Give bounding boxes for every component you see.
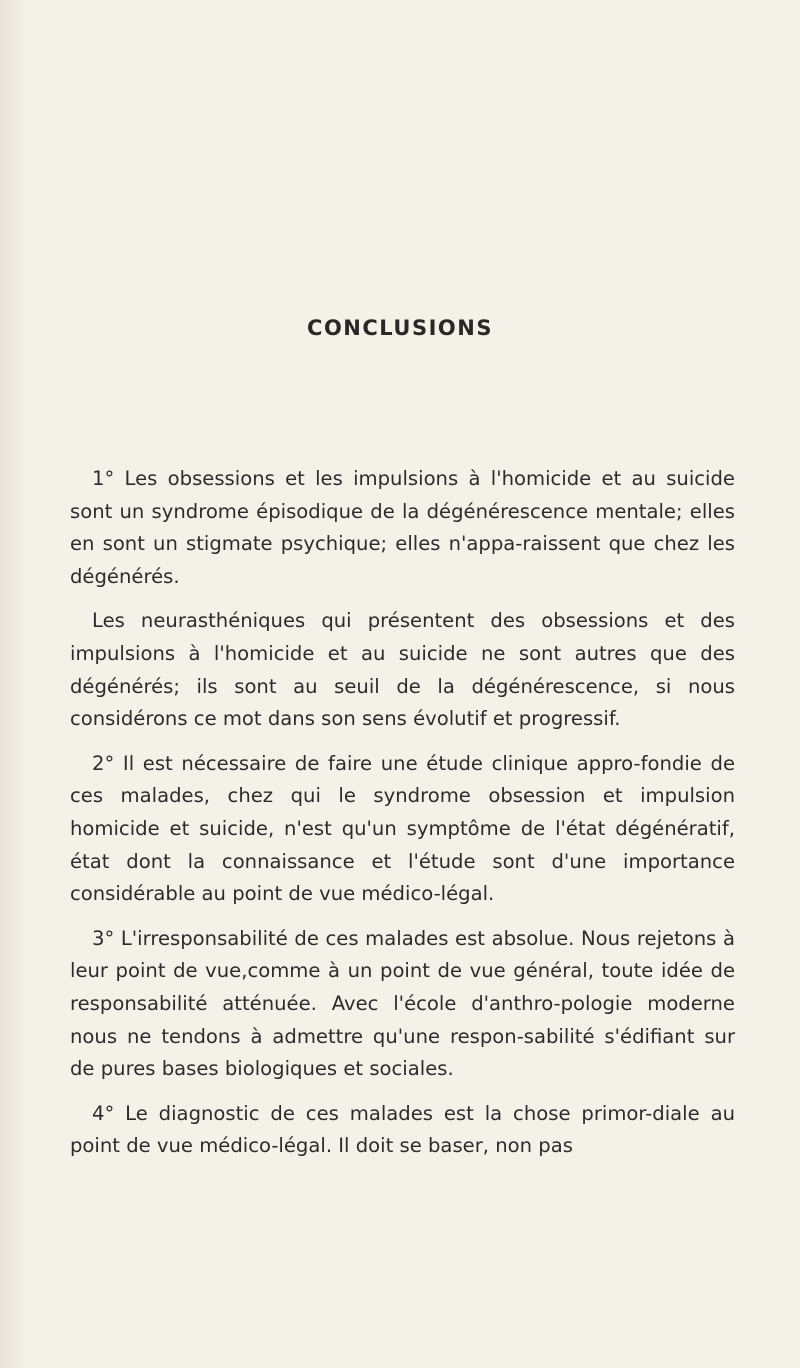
paragraph-conclusion-2: 2° Il est nécessaire de faire une étude clinique appro-fondie de ces malades, chez qui le syndrome obsession et impulsion homicide et suicide, n'est qu'un symptôme de l'état dégénératif, état dont la connaissance et l'étude sont d'une importance considérable au point de vue médico-légal. bbox=[70, 751, 735, 906]
paragraph-conclusion-1: 1° Les obsessions et les impulsions à l'homicide et au suicide sont un syndrome épisodique de la dégénérescence mentale; elles en sont un stigmate psychique; elles n'appa-raissent que chez les dégénérés. bbox=[70, 467, 735, 588]
page-edge-shadow bbox=[0, 0, 26, 1368]
paragraph-conclusion-4: 4° Le diagnostic de ces malades est la chose primor-diale au point de vue médico-légal. Il doit se baser, non pas bbox=[70, 1101, 735, 1158]
section-heading: CONCLUSIONS bbox=[307, 316, 493, 340]
paragraph-neurasthenics: Les neurasthéniques qui présentent des obsessions et des impulsions à l'homicide et au suicide ne sont autres que des dégénérés; ils sont au seuil de la dégénérescence, si nous considérons ce mot dans son sens évolutif et progressif. bbox=[70, 609, 735, 731]
paragraph-conclusion-3: 3° L'irresponsabilité de ces malades est absolue. Nous rejetons à leur point de vue,comme à un point de vue général, toute idée de responsabilité atténuée. Avec l'école d'anthro-pologie moderne nous ne tendons à admettre qu'une respon-sabilité s'édifiant sur de pures bases biologiques et sociales. bbox=[70, 926, 735, 1081]
section-body bbox=[70, 463, 735, 1163]
